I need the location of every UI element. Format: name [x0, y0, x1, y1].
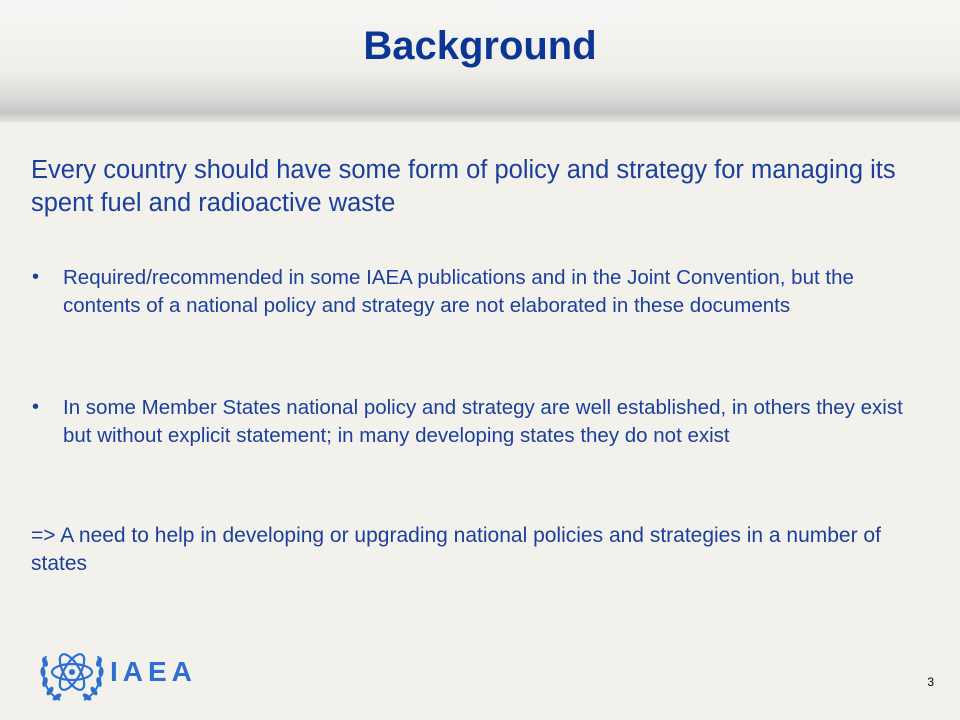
- bullet-text: Required/recommended in some IAEA publications and in the Joint Convention, but the contents of a national policy and strategy are not elaborated in these documents: [63, 266, 854, 317]
- iaea-logo-text: IAEA: [110, 656, 197, 687]
- bullet-marker: •: [32, 266, 40, 288]
- bullet-marker: •: [32, 396, 40, 418]
- bullet-text: In some Member States national policy and strategy are well established, in others they exist but without explicit statement; in many developing states they do not exist: [63, 396, 903, 447]
- lead-statement: Every country should have some form of policy and strategy for managing its spent fuel and radioactive waste: [31, 156, 896, 217]
- bullet-item: [32, 264, 912, 354]
- page-number: 3: [927, 675, 934, 689]
- iaea-atom-laurel-icon: [36, 638, 108, 706]
- bullet-item: [32, 394, 912, 484]
- conclusion-statement: => A need to help in developing or upgrading national policies and strategies in a number of states: [31, 524, 881, 575]
- slide-title: Background: [363, 24, 597, 68]
